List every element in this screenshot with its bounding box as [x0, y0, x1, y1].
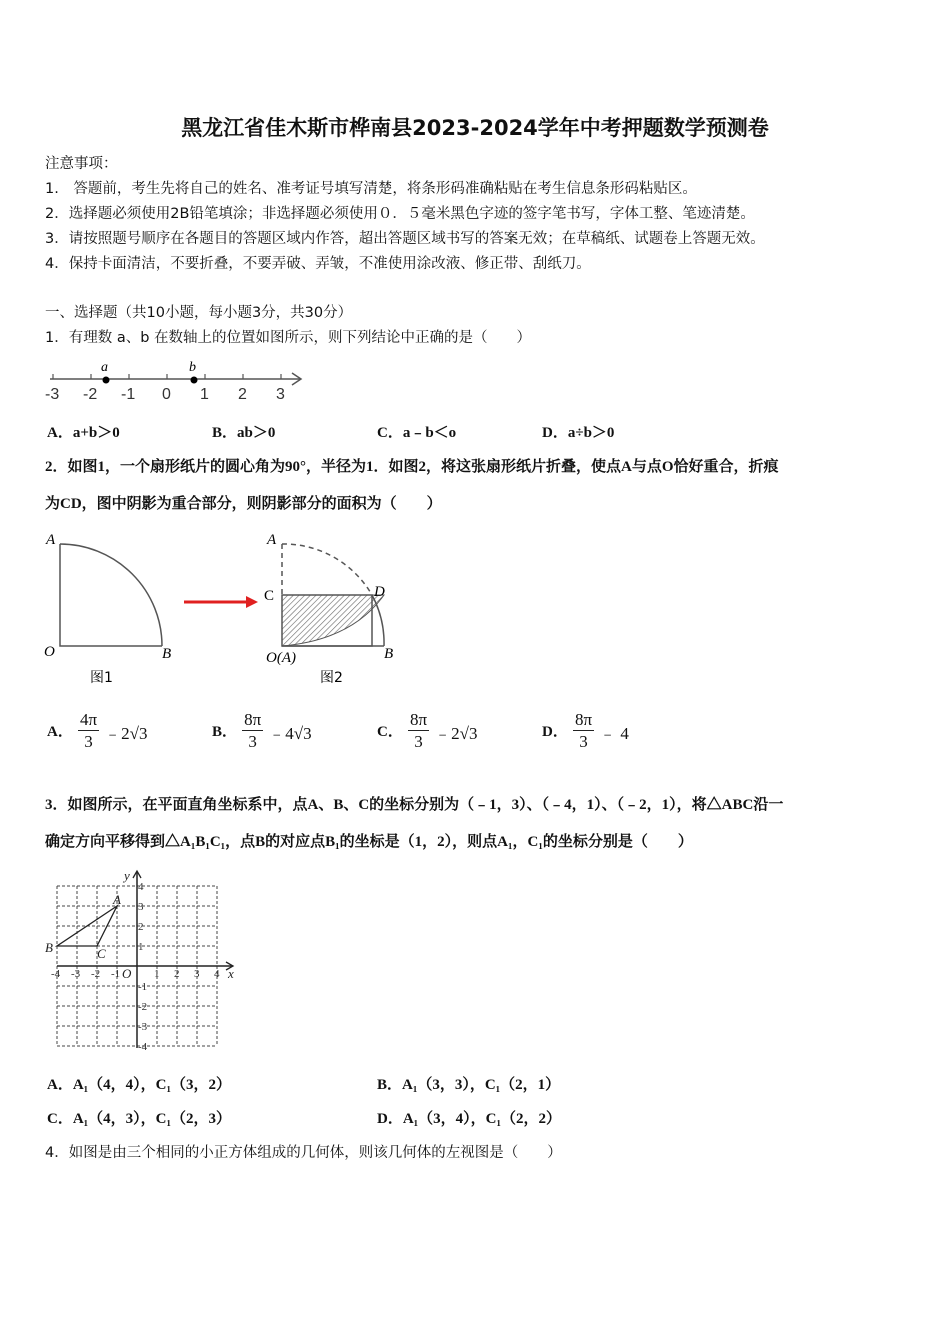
- svg-text:2: 2: [174, 968, 180, 980]
- svg-text:D: D: [374, 584, 385, 600]
- q1-option-a[interactable]: A．a+b＞0: [47, 425, 120, 441]
- svg-text:1: 1: [154, 968, 160, 980]
- q1-stem: 1．有理数 a、b 在数轴上的位置如图所示，则下列结论中正确的是（ ）: [45, 330, 532, 346]
- svg-text:-4: -4: [138, 1041, 148, 1053]
- q1-number-line: [45, 357, 310, 407]
- svg-text:1: 1: [138, 941, 144, 953]
- svg-text:-2: -2: [91, 968, 101, 980]
- svg-text:O(A): O(A): [266, 650, 296, 666]
- notice-item-3: 3．请按照题号顺序在各题目的答题区域内作答，超出答题区域书写的答案无效；在草稿纸、试题卷上答题无效。: [45, 231, 765, 247]
- svg-text:b: b: [189, 360, 196, 375]
- q3-option-c[interactable]: C．A₁（4，3），C₁（2，3）: [47, 1111, 231, 1127]
- svg-text:2: 2: [238, 386, 247, 403]
- q1-option-b[interactable]: B．ab＞0: [212, 425, 276, 441]
- svg-text:B: B: [45, 940, 53, 955]
- svg-text:A: A: [267, 532, 277, 548]
- svg-text:A: A: [113, 892, 121, 907]
- svg-text:B: B: [162, 646, 172, 662]
- svg-text:3: 3: [276, 386, 285, 403]
- q1-option-c[interactable]: C．a﹣b＜o: [377, 425, 457, 441]
- section-heading: 一、选择题（共10小题，每小题3分，共30分）: [45, 305, 353, 321]
- svg-text:4: 4: [138, 881, 144, 893]
- notice-item-4: 4．保持卡面清洁，不要折叠，不要弄破、弄皱，不准使用涂改液、修正带、刮纸刀。: [45, 256, 591, 272]
- svg-text:O: O: [44, 644, 55, 660]
- q3-option-a[interactable]: A．A₁（4，4），C₁（3，2）: [47, 1077, 231, 1093]
- svg-text:3: 3: [194, 968, 200, 980]
- option-letter: A．: [47, 724, 73, 740]
- q2-figure-2: [262, 530, 412, 690]
- q2-option-c[interactable]: C． $\frac{8\pi}{3}$ ﹣2√3: [377, 710, 478, 751]
- svg-text:图1: 图1: [90, 670, 113, 686]
- svg-text:-1: -1: [111, 968, 121, 980]
- svg-text:3: 3: [138, 901, 144, 913]
- svg-text:A: A: [46, 532, 56, 548]
- q2-stem-line2: 为CD，图中阴影为重合部分，则阴影部分的面积为（ ）: [45, 496, 442, 512]
- q2-option-a[interactable]: A． $\frac{4\pi}{3}$ ﹣2√3: [47, 710, 148, 751]
- q2-option-b[interactable]: B． $\frac{8\pi}{3}$ ﹣4√3: [212, 710, 312, 751]
- q3-option-b[interactable]: B．A₁（3，3），C₁（2，1）: [377, 1077, 561, 1093]
- svg-text:0: 0: [162, 386, 171, 403]
- svg-text:1: 1: [200, 386, 209, 403]
- q2-option-d[interactable]: D． $\frac{8\pi}{3}$ ﹣ 4: [542, 710, 629, 751]
- svg-text:C: C: [264, 588, 275, 604]
- svg-text:-2: -2: [83, 386, 98, 403]
- svg-text:C: C: [97, 946, 106, 961]
- svg-text:-4: -4: [51, 968, 61, 980]
- q3-option-d[interactable]: D．A₁（3，4），C₁（2，2）: [377, 1111, 561, 1127]
- notice-item-2: 2．选择题必须使用2B铅笔填涂；非选择题必须使用０．５毫米黑色字迹的签字笔书写，字体工整、笔迹清楚。: [45, 206, 755, 222]
- notice-item-1: 1. 答题前，考生先将自己的姓名、准考证号填写清楚，将条形码准确粘贴在考生信息条形码粘贴区。: [45, 181, 697, 197]
- svg-text:-3: -3: [45, 386, 60, 403]
- fraction: $\frac{4\pi}{3}$: [79, 710, 98, 751]
- q2-stem-line1: 2．如图1，一个扇形纸片的圆心角为90°，半径为1．如图2，将这张扇形纸片折叠，使点A与点O恰好重合，折痕: [45, 459, 779, 475]
- svg-text:x: x: [228, 966, 234, 981]
- q1-option-d[interactable]: D．a÷b＞0: [542, 425, 615, 441]
- svg-text:-1: -1: [121, 386, 136, 403]
- page-title: 黑龙江省佳木斯市桦南县2023-2024学年中考押题数学预测卷: [181, 116, 769, 140]
- q3-coordinate-grid: [42, 866, 242, 1056]
- svg-text:2: 2: [138, 921, 144, 933]
- svg-text:-3: -3: [71, 968, 81, 980]
- svg-text:图2: 图2: [320, 670, 343, 686]
- svg-text:O: O: [122, 966, 132, 981]
- svg-text:-1: -1: [138, 981, 148, 993]
- svg-text:a: a: [101, 360, 108, 375]
- red-arrow-icon: [180, 594, 260, 610]
- svg-text:y: y: [124, 868, 130, 883]
- svg-text:B: B: [384, 646, 394, 662]
- q3-stem-line1: 3．如图所示，在平面直角坐标系中，点A、B、C的坐标分别为（﹣1，3）、（﹣4，1）、（﹣2，1），将△ABC沿一: [45, 797, 784, 813]
- svg-text:4: 4: [214, 968, 220, 980]
- q2-figure-1: [42, 530, 182, 690]
- svg-text:-3: -3: [138, 1021, 148, 1033]
- q4-stem: 4．如图是由三个相同的小正方体组成的几何体，则该几何体的左视图是（ ）: [45, 1145, 562, 1161]
- svg-text:-2: -2: [138, 1001, 148, 1013]
- notice-heading: 注意事项：: [45, 156, 118, 172]
- q3-stem-line2: 确定方向平移得到△A₁B₁C₁，点B的对应点B₁的坐标是（1，2），则点A₁，C₁的坐标分别是（ ）: [45, 834, 693, 850]
